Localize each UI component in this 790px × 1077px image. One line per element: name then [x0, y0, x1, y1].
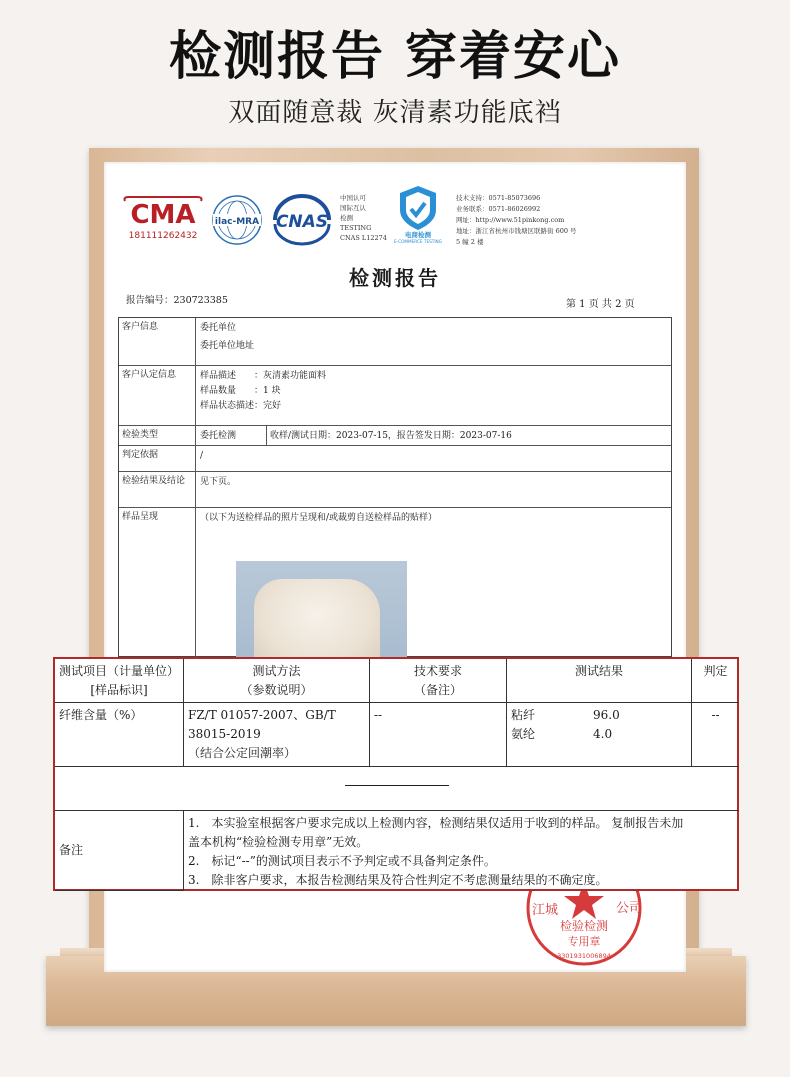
stamp-right-arc: 公司 — [616, 901, 643, 916]
test-results-table — [53, 657, 739, 891]
contact-line: 技术支持：0571-85073696 — [456, 194, 541, 202]
result-judgment: -- — [692, 703, 739, 767]
header-req-sub: （备注） — [413, 683, 462, 697]
row-label: 检验结果及结论 — [119, 472, 196, 507]
result-method — [184, 703, 370, 767]
fiber-name: 氨纶 — [511, 727, 536, 741]
row-label: 判定依据 — [119, 446, 196, 471]
stamp-number: 3301931006894 — [557, 952, 611, 960]
result-requirement: -- — [370, 703, 507, 767]
page-indicator: 第 1 页 共 2 页 — [566, 299, 635, 310]
header-method — [184, 659, 370, 703]
fiber-value: 96.0 — [593, 708, 620, 722]
header-requirement — [370, 659, 507, 703]
header-method-sub: （参数说明） — [240, 683, 313, 697]
cert-line: CNAS L12274 — [340, 234, 387, 242]
header-req-text: 技术要求 — [413, 664, 462, 678]
cert-line: 国际互认 — [340, 204, 366, 212]
cma-logo-text: CMA — [130, 200, 196, 230]
sample-description: 样品描述 ：灰清素功能面料 — [200, 371, 327, 381]
cert-line: 检测 — [340, 214, 353, 222]
table-row — [119, 426, 671, 446]
contact-line: 业务联系：0571-86026992 — [456, 205, 541, 213]
note-line: 2. 标记“--”的测试项目表示不予判定或不具备判定条件。 — [188, 854, 496, 868]
fabric-sample-image — [254, 579, 380, 658]
row-label: 客户认定信息 — [119, 366, 196, 425]
row-value: （以下为送检样品的照片呈现和/或裁剪自送检样品的贴样） — [200, 513, 438, 523]
stamp-text-2: 专用章 — [567, 935, 601, 948]
row-label: 样品呈现 — [119, 508, 196, 658]
row-value — [197, 366, 329, 417]
cert-line: TESTING — [340, 224, 372, 232]
client-unit: 委托单位 — [200, 323, 237, 333]
contact-line: 地址：浙江省杭州市钱塘区联路街 600 号 — [456, 227, 577, 235]
stamp-text-1: 检验检测 — [559, 919, 609, 933]
sample-photo — [236, 561, 407, 658]
table-row — [119, 472, 671, 508]
result-item: 纤维含量（%） — [55, 703, 184, 767]
table-row — [119, 318, 671, 366]
separator-line — [345, 785, 449, 786]
header-item — [55, 659, 184, 703]
ilac-mra-logo — [211, 194, 263, 246]
cnas-logo — [269, 194, 335, 246]
stamp-left-arc: 江城 — [532, 903, 559, 918]
fiber-value: 4.0 — [593, 727, 613, 741]
ecommerce-testing-logo — [392, 184, 444, 244]
inspection-type: 委托检测 — [197, 426, 267, 445]
cert-line: 中国认可 — [340, 194, 366, 202]
contact-info — [456, 193, 577, 248]
client-address: 委托单位地址 — [200, 341, 255, 351]
cma-logo-number: 181111262432 — [128, 231, 198, 241]
report-number: 报告编号：230723385 — [126, 295, 228, 306]
contact-line: 5 幢 2 楼 — [456, 238, 484, 246]
note-line: 3. 除非客户要求，本报告检测结果及符合性判定不考虑测量结果的不确定度。 — [188, 873, 608, 887]
blank-row — [55, 767, 739, 811]
cma-logo — [121, 195, 205, 241]
hero-title: 检测报告 穿着安心 — [168, 27, 622, 87]
header-judgment: 判定 — [692, 659, 739, 703]
sample-quantity: 样品数量 ：1 块 — [200, 386, 281, 396]
cnas-logo-text: CNAS — [275, 212, 329, 232]
notes-label: 备注 — [55, 811, 184, 891]
method-line: FZ/T 01057-2007、GB/T — [188, 708, 336, 722]
shield-en-text: E-COMMERCE TESTING — [394, 239, 442, 244]
note-line: 盖本机构“检验检测专用章”无效。 — [188, 835, 369, 849]
shield-cn-text: 电商检测 — [405, 231, 431, 239]
sample-state: 样品状态描述：完好 — [200, 401, 282, 411]
report-info-table — [118, 317, 672, 657]
row-label: 客户信息 — [119, 318, 196, 365]
document-title: 检测报告 — [349, 266, 441, 290]
method-line: 38015-2019 — [188, 727, 261, 741]
header-item-text: 测试项目（计量单位） — [58, 664, 179, 678]
hero-subtitle: 双面随意裁 灰清素功能底裆 — [228, 98, 562, 128]
contact-line: 网址：http://www.51pinkong.com — [456, 216, 565, 224]
table-row — [119, 446, 671, 472]
table-row — [119, 366, 671, 426]
accreditation-text — [340, 193, 387, 243]
method-line: （结合公定回潮率） — [188, 746, 297, 760]
fiber-name: 粘纤 — [511, 708, 536, 722]
row-value: / — [200, 451, 204, 461]
result-values — [507, 703, 692, 767]
notes-content — [184, 811, 739, 891]
inspection-dates: 收样/测试日期：2023-07-15，报告签发日期：2023-07-16 — [270, 431, 512, 441]
ilac-logo-text: ilac-MRA — [214, 217, 260, 227]
row-label: 检验类型 — [119, 426, 196, 445]
header-item-sub: [样品标识] — [90, 683, 148, 697]
row-value: 见下页。 — [200, 477, 237, 487]
header-method-text: 测试方法 — [252, 664, 301, 678]
header-result: 测试结果 — [507, 659, 692, 703]
note-line: 1. 本实验室根据客户要求完成以上检测内容，检测结果仅适用于收到的样品。 复制报告未加 — [188, 816, 684, 830]
row-value — [197, 318, 257, 356]
